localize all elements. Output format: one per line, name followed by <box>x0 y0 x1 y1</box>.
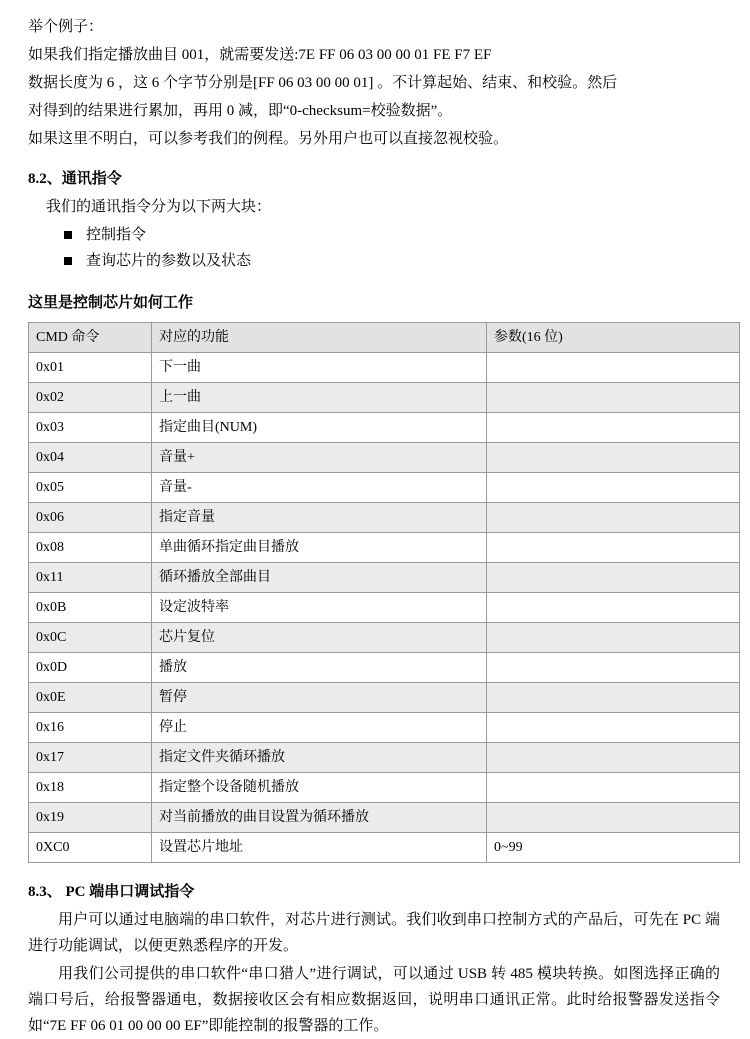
cell-function: 设置芯片地址 <box>152 833 487 863</box>
cell-param <box>487 803 740 833</box>
command-category-list <box>28 222 720 274</box>
cell-param <box>487 773 740 803</box>
cell-function: 播放 <box>152 653 487 683</box>
intro-line-4: 对得到的结果进行累加，再用 0 减，即“0-checksum=校验数据”。 <box>28 103 453 119</box>
cell-cmd: 0x19 <box>29 803 152 833</box>
cell-cmd: 0x02 <box>29 383 152 413</box>
cell-function: 上一曲 <box>152 383 487 413</box>
column-header-param: 参数(16 位) <box>487 323 740 353</box>
intro-block <box>28 14 720 152</box>
cell-function: 停止 <box>152 713 487 743</box>
cell-param <box>487 353 740 383</box>
section-8-2 <box>28 166 720 274</box>
cell-function: 单曲循环指定曲目播放 <box>152 533 487 563</box>
cell-function: 芯片复位 <box>152 623 487 653</box>
table-row <box>29 503 740 533</box>
list-item <box>64 222 720 248</box>
table-row <box>29 383 740 413</box>
table-row <box>29 683 740 713</box>
cell-param <box>487 563 740 593</box>
cell-param <box>487 383 740 413</box>
section-8-3-para-1: 用户可以通过电脑端的串口软件，对芯片进行测试。我们收到串口控制方式的产品后，可先在 PC 端进行功能调试，以便更熟悉程序的开发。 <box>28 912 720 954</box>
section-8-2-heading: 8.2、通讯指令 <box>28 171 122 187</box>
intro-line-3: 数据长度为 6 ，这 6 个字节分别是[FF 06 03 00 00 01] 。不计算起始、结束、和校验。然后 <box>28 75 618 91</box>
intro-line-5: 如果这里不明白，可以参考我们的例程。另外用户也可以直接忽视校验。 <box>28 131 509 147</box>
cell-function: 音量- <box>152 473 487 503</box>
list-item-label: 控制指令 <box>86 227 147 243</box>
cell-function: 暂停 <box>152 683 487 713</box>
cell-param <box>487 473 740 503</box>
section-8-3-para-2: 用我们公司提供的串口软件“串口猎人”进行调试，可以通过 USB 转 485 模块转换。如图选择正确的端口号后，给报警器通电，数据接收区会有相应数据返回，说明串口通讯正常。此时给报警器发送指令如“7E FF 06 01 00 00 00 EF”即能控制的报警器的工作。 <box>28 966 720 1034</box>
cell-cmd: 0x11 <box>29 563 152 593</box>
cell-param <box>487 623 740 653</box>
cell-param <box>487 683 740 713</box>
cell-cmd: 0x0D <box>29 653 152 683</box>
cell-param <box>487 503 740 533</box>
cell-cmd: 0x16 <box>29 713 152 743</box>
cell-function: 设定波特率 <box>152 593 487 623</box>
cell-function: 循环播放全部曲目 <box>152 563 487 593</box>
cell-function: 下一曲 <box>152 353 487 383</box>
table-row <box>29 473 740 503</box>
cell-cmd: 0x04 <box>29 443 152 473</box>
cell-param <box>487 653 740 683</box>
cell-param <box>487 713 740 743</box>
cell-cmd: 0x17 <box>29 743 152 773</box>
cell-cmd: 0x03 <box>29 413 152 443</box>
cell-param <box>487 443 740 473</box>
table-row <box>29 803 740 833</box>
cell-function: 音量+ <box>152 443 487 473</box>
table-title: 这里是控制芯片如何工作 <box>28 295 194 311</box>
cell-cmd: 0x08 <box>29 533 152 563</box>
table-row <box>29 593 740 623</box>
cell-cmd: 0x0C <box>29 623 152 653</box>
table-row <box>29 653 740 683</box>
command-table <box>28 322 740 863</box>
intro-line-2: 如果我们指定播放曲目 001，就需要发送:7E FF 06 03 00 00 01 FE F7 EF <box>28 47 492 63</box>
column-header-function: 对应的功能 <box>152 323 487 353</box>
table-row <box>29 713 740 743</box>
cell-param <box>487 413 740 443</box>
cell-param <box>487 593 740 623</box>
cell-function: 指定音量 <box>152 503 487 533</box>
table-row <box>29 773 740 803</box>
section-8-3 <box>28 879 720 1039</box>
cell-cmd: 0x0B <box>29 593 152 623</box>
cell-function: 指定文件夹循环播放 <box>152 743 487 773</box>
cell-cmd: 0XC0 <box>29 833 152 863</box>
section-8-2-lead: 我们的通讯指令分为以下两大块： <box>46 199 272 215</box>
section-8-3-heading: 8.3、 PC 端串口调试指令 <box>28 884 195 900</box>
table-row <box>29 623 740 653</box>
table-row <box>29 563 740 593</box>
cell-cmd: 0x01 <box>29 353 152 383</box>
cell-param <box>487 533 740 563</box>
cell-param: 0~99 <box>487 833 740 863</box>
table-row <box>29 353 740 383</box>
cell-cmd: 0x0E <box>29 683 152 713</box>
column-header-cmd: CMD 命令 <box>29 323 152 353</box>
cell-cmd: 0x06 <box>29 503 152 533</box>
cell-param <box>487 743 740 773</box>
list-item-label: 查询芯片的参数以及状态 <box>86 253 252 269</box>
table-row <box>29 743 740 773</box>
square-bullet-icon <box>64 257 72 265</box>
cell-cmd: 0x05 <box>29 473 152 503</box>
list-item <box>64 248 720 274</box>
cell-function: 指定曲目(NUM) <box>152 413 487 443</box>
cell-cmd: 0x18 <box>29 773 152 803</box>
cell-function: 对当前播放的曲目设置为循环播放 <box>152 803 487 833</box>
table-row <box>29 533 740 563</box>
table-row <box>29 833 740 863</box>
cell-function: 指定整个设备随机播放 <box>152 773 487 803</box>
table-row <box>29 443 740 473</box>
table-header-row <box>29 323 740 353</box>
intro-line-1: 举个例子： <box>28 19 104 35</box>
square-bullet-icon <box>64 231 72 239</box>
table-row <box>29 413 740 443</box>
